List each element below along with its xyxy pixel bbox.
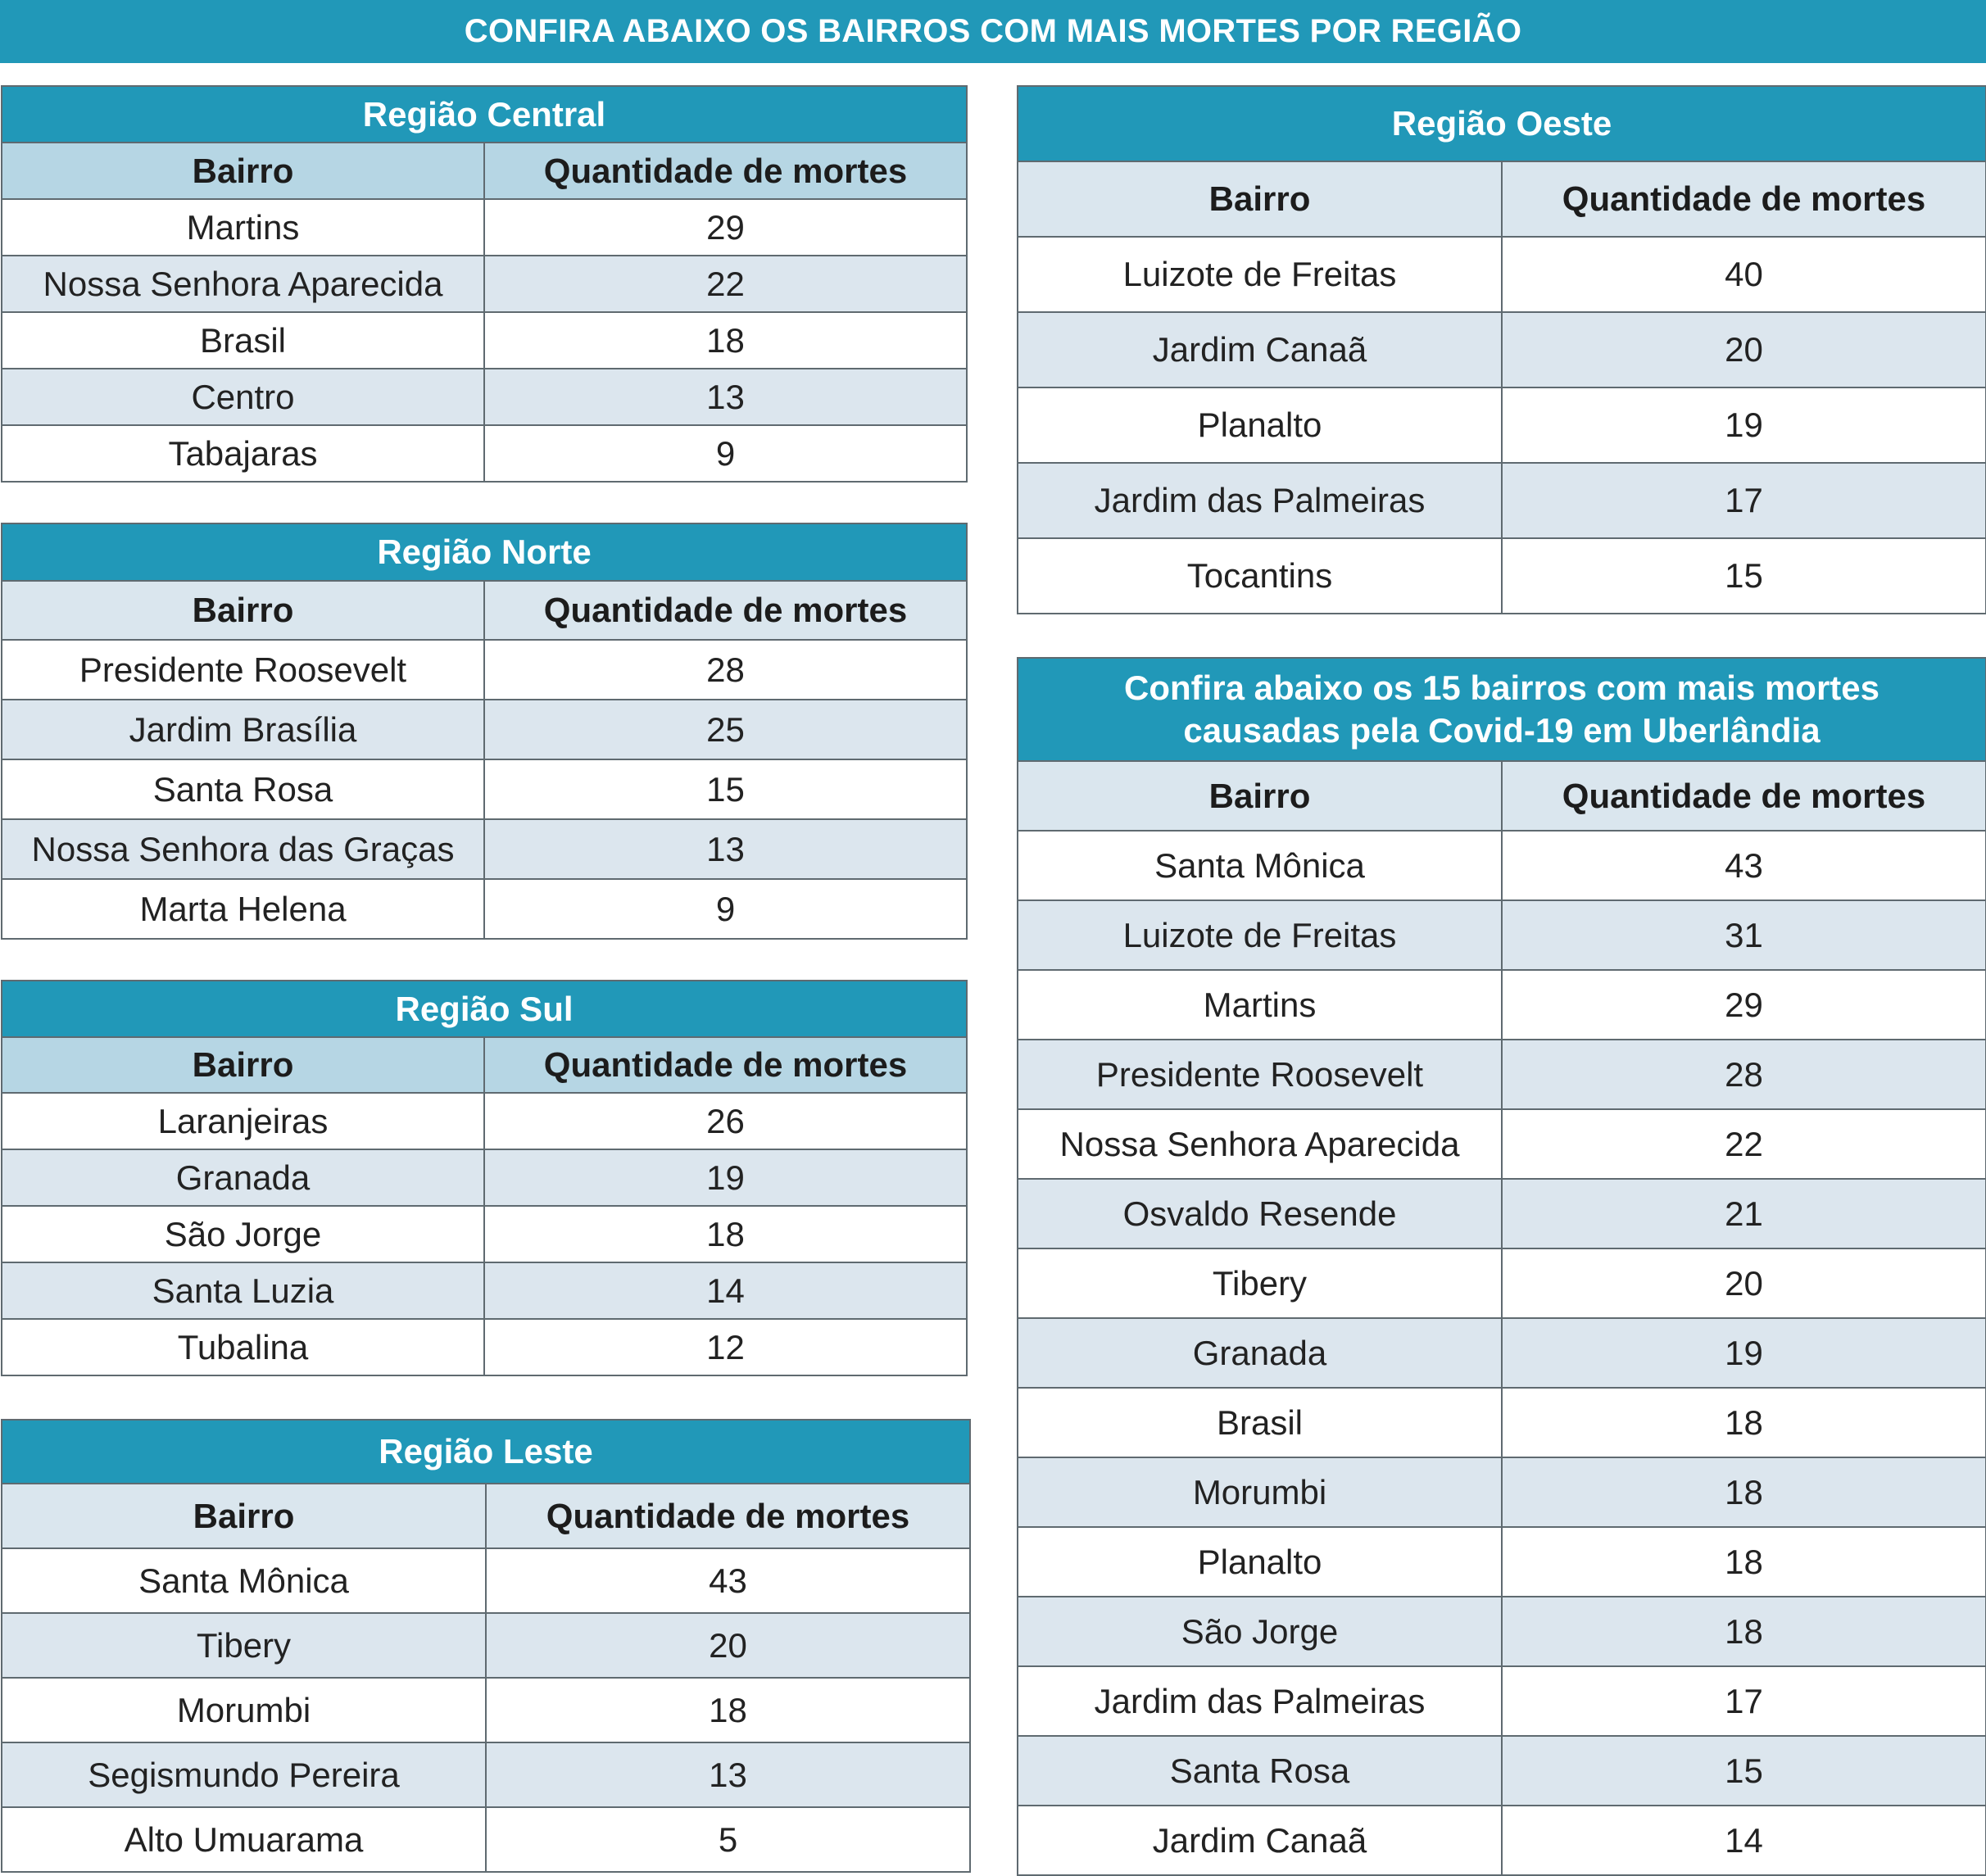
column-header-bairro: Bairro <box>1018 761 1502 831</box>
table-row <box>1018 1248 1986 1318</box>
table-regiao-sul <box>1 980 968 1376</box>
table-row <box>2 759 967 819</box>
cell-quantidade: 9 <box>484 879 967 939</box>
cell-quantidade: 17 <box>1502 463 1986 538</box>
table-title: Região Oeste <box>1018 86 1986 161</box>
cell-quantidade: 18 <box>1502 1527 1986 1597</box>
table-row <box>2 1206 967 1262</box>
cell-quantidade: 43 <box>486 1548 970 1613</box>
cell-quantidade: 14 <box>484 1262 967 1319</box>
cell-bairro: Jardim das Palmeiras <box>1018 1666 1502 1736</box>
cell-quantidade: 40 <box>1502 237 1986 312</box>
cell-bairro: Luizote de Freitas <box>1018 237 1502 312</box>
cell-quantidade: 29 <box>484 199 967 256</box>
table-row <box>1018 387 1986 463</box>
cell-quantidade: 18 <box>1502 1457 1986 1527</box>
cell-bairro: Morumbi <box>2 1678 486 1742</box>
cell-bairro: Tocantins <box>1018 538 1502 614</box>
cell-quantidade: 21 <box>1502 1179 1986 1248</box>
table-row <box>2 256 967 312</box>
cell-quantidade: 20 <box>1502 312 1986 387</box>
column-header-quantidade: Quantidade de mortes <box>486 1484 970 1548</box>
column-header-quantidade: Quantidade de mortes <box>1502 761 1986 831</box>
cell-bairro: Santa Mônica <box>2 1548 486 1613</box>
cell-quantidade: 5 <box>486 1807 970 1872</box>
cell-bairro: Presidente Roosevelt <box>1018 1040 1502 1109</box>
cell-quantidade: 28 <box>1502 1040 1986 1109</box>
table-row <box>2 199 967 256</box>
cell-quantidade: 20 <box>486 1613 970 1678</box>
cell-bairro: Jardim Canaã <box>1018 1806 1502 1875</box>
table-row <box>1018 1179 1986 1248</box>
cell-quantidade: 31 <box>1502 900 1986 970</box>
cell-bairro: Laranjeiras <box>2 1093 484 1149</box>
table-row <box>2 1319 967 1375</box>
table-row <box>2 819 967 879</box>
column-header-bairro: Bairro <box>2 1484 486 1548</box>
table-row <box>1018 1109 1986 1179</box>
cell-quantidade: 13 <box>484 819 967 879</box>
cell-bairro: Marta Helena <box>2 879 484 939</box>
table-row <box>1018 900 1986 970</box>
cell-quantidade: 25 <box>484 700 967 759</box>
table-row <box>1018 1736 1986 1806</box>
cell-quantidade: 19 <box>484 1149 967 1206</box>
cell-bairro: Presidente Roosevelt <box>2 640 484 700</box>
table-row <box>1018 1806 1986 1875</box>
table-row <box>1018 1457 1986 1527</box>
table-row <box>1018 831 1986 900</box>
cell-bairro: Martins <box>1018 970 1502 1040</box>
cell-quantidade: 15 <box>484 759 967 819</box>
cell-bairro: Tubalina <box>2 1319 484 1375</box>
cell-quantidade: 15 <box>1502 1736 1986 1806</box>
page-banner-title: CONFIRA ABAIXO OS BAIRROS COM MAIS MORTES POR REGIÃO <box>0 0 1986 63</box>
table-title: Região Leste <box>2 1420 970 1484</box>
table-regiao-oeste <box>1017 85 1986 614</box>
cell-bairro: Nossa Senhora das Graças <box>2 819 484 879</box>
cell-bairro: Granada <box>1018 1318 1502 1388</box>
table-row <box>2 1262 967 1319</box>
cell-quantidade: 28 <box>484 640 967 700</box>
cell-bairro: Tabajaras <box>2 425 484 482</box>
cell-bairro: Brasil <box>1018 1388 1502 1457</box>
cell-quantidade: 29 <box>1502 970 1986 1040</box>
cell-quantidade: 15 <box>1502 538 1986 614</box>
cell-quantidade: 22 <box>1502 1109 1986 1179</box>
table-row <box>2 312 967 369</box>
table-row <box>1018 970 1986 1040</box>
cell-bairro: Tibery <box>1018 1248 1502 1318</box>
cell-bairro: Santa Rosa <box>1018 1736 1502 1806</box>
table-title: Região Central <box>2 86 967 143</box>
cell-bairro: Planalto <box>1018 387 1502 463</box>
column-header-quantidade: Quantidade de mortes <box>484 143 967 199</box>
column-header-quantidade: Quantidade de mortes <box>484 1037 967 1093</box>
cell-quantidade: 18 <box>484 312 967 369</box>
table-row <box>2 1149 967 1206</box>
table-row <box>1018 1388 1986 1457</box>
cell-quantidade: 13 <box>484 369 967 425</box>
cell-bairro: São Jorge <box>2 1206 484 1262</box>
cell-bairro: Granada <box>2 1149 484 1206</box>
cell-bairro: Santa Rosa <box>2 759 484 819</box>
cell-quantidade: 43 <box>1502 831 1986 900</box>
cell-bairro: Osvaldo Resende <box>1018 1179 1502 1248</box>
cell-bairro: Alto Umuarama <box>2 1807 486 1872</box>
table-regiao-norte <box>1 523 968 940</box>
cell-bairro: Jardim das Palmeiras <box>1018 463 1502 538</box>
table-row <box>2 1742 970 1807</box>
cell-bairro: Martins <box>2 199 484 256</box>
cell-quantidade: 19 <box>1502 387 1986 463</box>
cell-bairro: Tibery <box>2 1613 486 1678</box>
column-header-bairro: Bairro <box>1018 161 1502 237</box>
table-row <box>1018 538 1986 614</box>
table-title: Região Norte <box>2 523 967 581</box>
table-title: Região Sul <box>2 981 967 1037</box>
cell-quantidade: 9 <box>484 425 967 482</box>
table-row <box>1018 1040 1986 1109</box>
table-regiao-central <box>1 85 968 483</box>
column-header-bairro: Bairro <box>2 143 484 199</box>
cell-bairro: São Jorge <box>1018 1597 1502 1666</box>
cell-bairro: Morumbi <box>1018 1457 1502 1527</box>
cell-bairro: Brasil <box>2 312 484 369</box>
table-row <box>2 1807 970 1872</box>
cell-bairro: Jardim Brasília <box>2 700 484 759</box>
cell-bairro: Jardim Canaã <box>1018 312 1502 387</box>
cell-bairro: Santa Luzia <box>2 1262 484 1319</box>
table-row <box>2 369 967 425</box>
table-row <box>1018 1666 1986 1736</box>
cell-quantidade: 14 <box>1502 1806 1986 1875</box>
cell-quantidade: 18 <box>486 1678 970 1742</box>
column-header-quantidade: Quantidade de mortes <box>484 581 967 640</box>
table-row <box>1018 1318 1986 1388</box>
column-header-bairro: Bairro <box>2 1037 484 1093</box>
table-row <box>2 1548 970 1613</box>
table-title: Confira abaixo os 15 bairros com mais mortes causadas pela Covid-19 em Uberlândia <box>1018 658 1986 761</box>
table-row <box>1018 1527 1986 1597</box>
table-row <box>2 879 967 939</box>
cell-quantidade: 18 <box>1502 1388 1986 1457</box>
table-row <box>2 700 967 759</box>
table-row <box>2 1613 970 1678</box>
cell-quantidade: 12 <box>484 1319 967 1375</box>
cell-quantidade: 20 <box>1502 1248 1986 1318</box>
cell-quantidade: 17 <box>1502 1666 1986 1736</box>
cell-bairro: Segismundo Pereira <box>2 1742 486 1807</box>
cell-quantidade: 19 <box>1502 1318 1986 1388</box>
cell-bairro: Planalto <box>1018 1527 1502 1597</box>
table-row <box>1018 463 1986 538</box>
table-row <box>2 1093 967 1149</box>
table-row <box>2 1678 970 1742</box>
cell-quantidade: 22 <box>484 256 967 312</box>
table-row <box>2 425 967 482</box>
table-top15-bairros <box>1017 657 1986 1876</box>
cell-quantidade: 18 <box>484 1206 967 1262</box>
cell-bairro: Centro <box>2 369 484 425</box>
cell-quantidade: 18 <box>1502 1597 1986 1666</box>
table-row <box>1018 312 1986 387</box>
cell-bairro: Nossa Senhora Aparecida <box>2 256 484 312</box>
cell-quantidade: 13 <box>486 1742 970 1807</box>
table-regiao-leste <box>1 1419 971 1873</box>
column-header-quantidade: Quantidade de mortes <box>1502 161 1986 237</box>
column-header-bairro: Bairro <box>2 581 484 640</box>
table-row <box>2 640 967 700</box>
cell-bairro: Santa Mônica <box>1018 831 1502 900</box>
cell-bairro: Nossa Senhora Aparecida <box>1018 1109 1502 1179</box>
table-row <box>1018 237 1986 312</box>
cell-quantidade: 26 <box>484 1093 967 1149</box>
cell-bairro: Luizote de Freitas <box>1018 900 1502 970</box>
table-row <box>1018 1597 1986 1666</box>
